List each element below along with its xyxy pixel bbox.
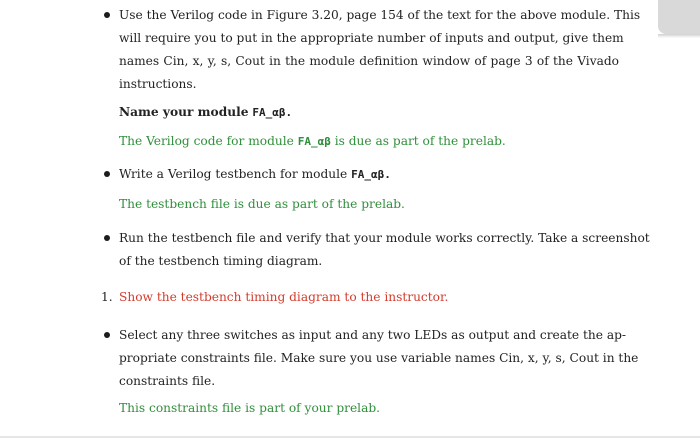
testbench-text: Write a Verilog testbench for module — [119, 167, 348, 181]
prelab-note-verilog — [119, 130, 619, 153]
paragraph-line: of the testbench timing diagram. — [119, 254, 323, 268]
paragraph-line: Use the Verilog code in Figure 3.20, page 154 of the text for the above module. This — [119, 8, 641, 22]
testbench-module-name: FA_αβ. — [351, 168, 391, 181]
module-name: FA_αβ. — [252, 106, 293, 119]
bullet-item-run-testbench — [119, 227, 650, 273]
bullet-item-constraints — [119, 324, 639, 393]
instructor-note — [119, 286, 619, 309]
bullet-dot — [104, 332, 110, 338]
note-suffix: is due as part of the prelab. — [334, 134, 506, 148]
note-module-name: FA_αβ — [297, 135, 331, 148]
name-label: Name your module — [119, 105, 249, 119]
bullet-dot — [104, 171, 110, 177]
paragraph-line: Select any three switches as input and any two LEDs as output and create the ap- — [119, 328, 627, 342]
paragraph-line: propriate constraints file. Make sure you use variable names Cin, x, y, s, Cout in the — [119, 351, 639, 365]
paragraph-line: names Cin, x, y, s, Cout in the module definition window of page 3 of the Vivado — [119, 54, 619, 68]
note-text: Show the testbench timing diagram to the instructor. — [119, 290, 449, 304]
bullet-dot — [104, 12, 110, 18]
note-text: The testbench file is due as part of the prelab. — [119, 197, 405, 211]
bullet-dot — [104, 235, 110, 241]
note-prefix: The Verilog code for module — [119, 134, 294, 148]
bullet-item-testbench — [119, 163, 619, 186]
note-text: This constraints file is part of your prelab. — [119, 401, 381, 415]
list-number: 1. — [101, 290, 113, 304]
prelab-note-testbench — [119, 193, 619, 216]
module-name-instruction — [119, 101, 619, 124]
paragraph-line: Run the testbench file and verify that your module works correctly. Take a screenshot — [119, 231, 650, 245]
paragraph-line: will require you to put in the appropriate number of inputs and output, give them — [119, 31, 624, 45]
paragraph-line: instructions. — [119, 77, 197, 91]
scroll-tab[interactable] — [658, 0, 700, 34]
prelab-note-constraints — [119, 397, 619, 420]
paragraph-line: constraints file. — [119, 374, 216, 388]
bullet-item-verilog-code — [119, 4, 641, 96]
